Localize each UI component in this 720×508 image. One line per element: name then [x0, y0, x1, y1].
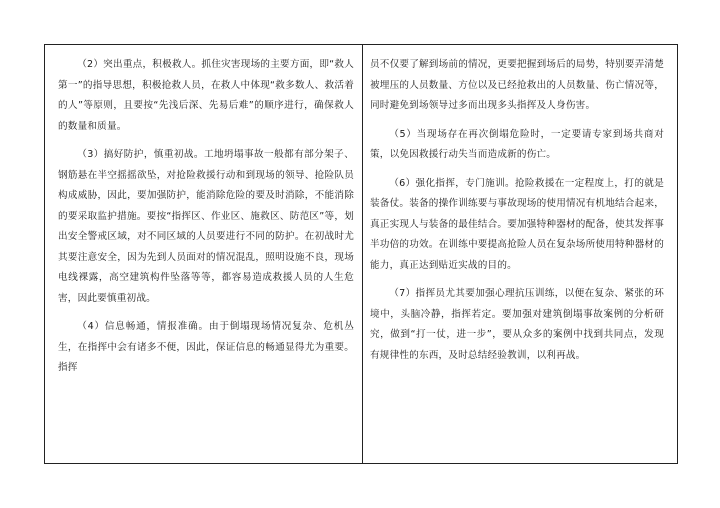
paragraph-5: （5）当现场存在再次倒塌危险时，一定要请专家到场共商对策，以免因救援行动失当而造成新的伤亡。: [370, 128, 664, 160]
paragraph-2: （2）突出重点，积极救人。抓住灾害现场的主要方面，即“救人第一”的指导思想，积极抢救人员，在救人中体现“救多数人、救活着的人”等原则，且要按“先浅后深、先易后难”的顺序进行，确保救人的数量和质量。: [58, 59, 354, 132]
paragraph-4-start: （4）信息畅通，情报准确。由于倒塌现场情况复杂、危机丛生，在指挥中会有诸多不便，因此，保证信息的畅通显得尤为重要。指挥: [58, 321, 354, 373]
right-column: [370, 55, 664, 374]
paragraph-6: （6）强化指挥，专门施训。抢险救援在一定程度上，打的就是装备仗。装备的操作训练要与事故现场的使用情况有机地结合起来，真正实现人与装备的最佳结合。要加强特种器材的配备，使其发挥事半功倍的功效。在训练中要提高抢险人员在复杂场所使用特种器材的能力，真正达到贴近实战的目的。: [370, 177, 664, 271]
paragraph-4-continued: 员不仅要了解到场前的情况，更要把握到场后的局势，特别要弄清楚被埋压的人员数量、方位以及已经抢救出的人员数量、伤亡情况等，同时避免到场领导过多而出现多头指挥及人身伤害。: [370, 59, 664, 111]
left-column: [58, 55, 354, 387]
paragraph-3: （3）搞好防护，慎重初战。工地坍塌事故一般都有部分架子、钢筋悬在半空摇摇欲坠，对抢险救援行动和到现场的领导、抢险队员构成威胁，因此，要加强防护，能消除危险的要及时消除，不能消除的要采取监护措施。要按“指挥区、作业区、施救区、防范区”等，划出安全警戒区域，对不同区域的人员要进行不同的防护。在初战时尤其要注意安全，因为先到人员面对的情况混乱，照明设施不良，现场电线裸露，高空建筑构件坠落等等，都容易造成救援人员的人生危害，因此要慎重初战。: [58, 149, 354, 304]
paragraph-7: （7）指挥员尤其要加强心理抗压训练，以便在复杂、紧张的环境中，头脑冷静，指挥若定。要加强对建筑倒塌事故案例的分析研究，做到“打一仗，进一步”，要从众多的案例中找到共同点，发现有规律性的东西，及时总结经验教训，以利再战。: [370, 288, 664, 361]
column-divider: [362, 44, 363, 464]
